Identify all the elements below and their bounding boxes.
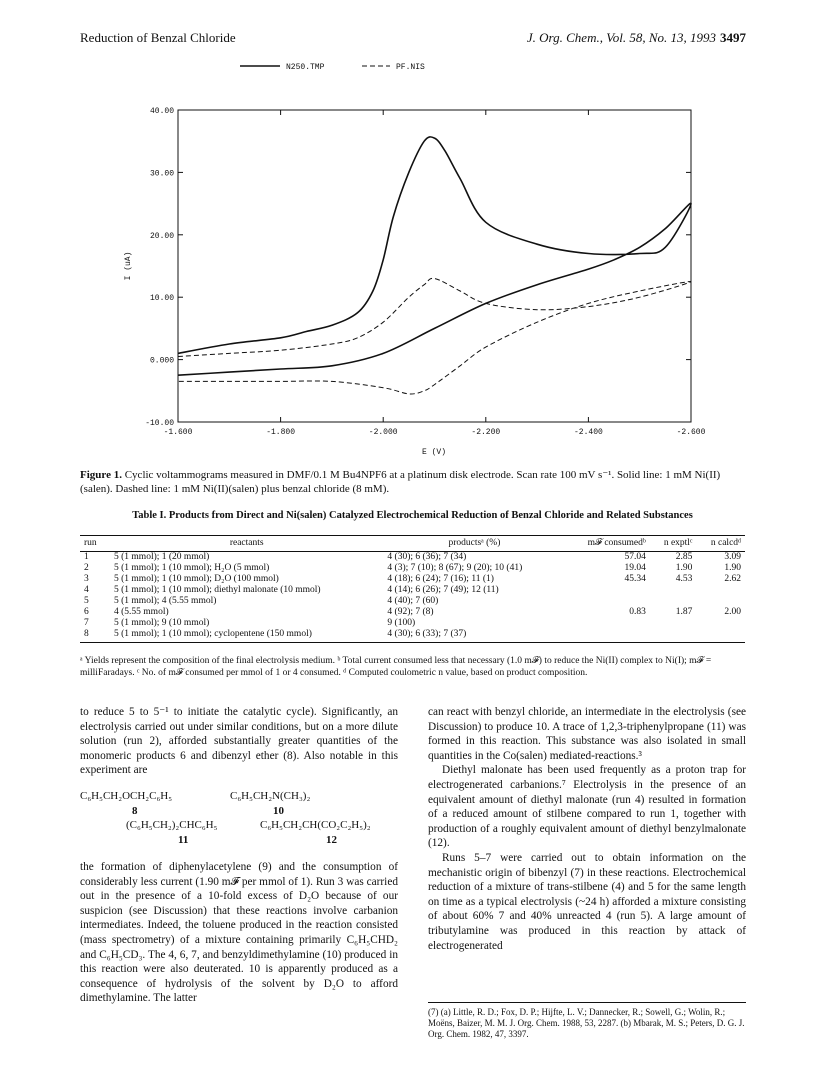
y-axis-label: I (uA)	[124, 251, 133, 281]
right-column	[428, 705, 746, 953]
y-tick-label: -10.00	[145, 419, 174, 428]
cell-n-exptl: 1.90	[675, 563, 693, 573]
cell-mf-consumed	[565, 596, 649, 607]
cell-mf-consumed: 45.34	[624, 574, 646, 584]
formula-row	[80, 819, 398, 834]
legend-label-dashed: PF.NIS	[396, 63, 425, 72]
figure-label: Figure 1.	[80, 469, 122, 481]
cell-products: 4 (92); 7 (8)	[387, 607, 434, 617]
cell-reactants: 5 (1 mmol); 1 (10 mmol); D₂O (100 mmol)	[114, 574, 279, 584]
paragraph: the formation of diphenylacetylene (9) and the consumption of considerably less current (1.90 m𝓕 per mmol of 1). Run 3 was carried out in the presence of a 10-fold excess of D₂O because of our suspicion (see Discussion) that these reactions involve carbanion intermediates. Indeed, the toluene produced in the reaction consisted (mass spectrometry) of a mixture containing primarily C₆H₅CHD₂ and C₆H₅CD₃. The 4, 6, 7, and benzyldimethylamine (10) produced in this reaction were also deuterated. 10 is apparently produced as a consequence of hydrolysis of the solvent by D₂O to afford dimethylamine. The latter	[80, 860, 398, 1005]
cell-n-exptl	[650, 629, 697, 643]
series-line-solid	[178, 137, 691, 375]
label-12: 12	[326, 833, 337, 846]
left-column	[80, 705, 398, 1006]
structure-formulas	[80, 790, 398, 848]
table-row	[80, 596, 745, 607]
cell-n-calcd	[696, 596, 745, 607]
cell-products: 4 (30); 6 (33); 7 (37)	[383, 629, 565, 643]
cell-reactants: 5 (1 mmol); 1 (10 mmol); diethyl malonate (10 mmol)	[114, 585, 321, 595]
table-row	[80, 563, 745, 574]
paragraph: Diethyl malonate has been used frequently as a proton trap for electrogenerated carbanions.⁷ Electrolysis in the presence of an equivalent amount of diethyl malonate (run 4) resulted in formation of a reduced amount of stilbene compared to run 1, together with production of a roughly equivalent amount of diethyl benzylmalonate (12).	[428, 764, 746, 850]
legend	[240, 63, 425, 72]
cell-n-exptl: 1.87	[675, 607, 693, 617]
cell-n-calcd: 2.00	[724, 607, 741, 617]
cell-run: 7	[84, 618, 89, 628]
cell-n-calcd: 2.62	[724, 574, 741, 584]
cell-mf-consumed: 57.04	[624, 552, 646, 562]
cell-products: 9 (100)	[387, 618, 416, 628]
label-11: 11	[178, 833, 189, 846]
cell-mf-consumed	[565, 618, 649, 629]
paragraph: can react with benzyl chloride, an intermediate in the electrolysis (see Discussion) to produce 10. A trace of 1,2,3-triphenylpropane (11) was formed in this reaction. This substance was also isolated in small quantities in the Co(salen) mediated-reactions.³	[428, 706, 746, 762]
formula-10: C₆H₅CH₂N(CH₃)₂	[230, 789, 311, 802]
header-n-calcd: n calcdᵈ	[696, 536, 745, 552]
cell-mf-consumed	[565, 629, 649, 643]
cell-products: 4 (18); 6 (24); 7 (16); 11 (1)	[387, 574, 494, 584]
y-tick-label: 30.00	[149, 169, 174, 179]
cell-run: 1	[84, 552, 89, 562]
cell-n-calcd: 1.90	[724, 563, 741, 573]
cell-run: 8	[80, 629, 110, 643]
x-axis	[164, 110, 706, 437]
formula-12: C₆H₅CH₂CH(CO₂C₂H₅)₂	[260, 818, 371, 831]
cell-run: 5	[84, 596, 89, 606]
x-tick-label: -2.000	[368, 428, 398, 437]
header-n-exptl: n exptlᶜ	[650, 536, 697, 552]
voltammogram-chart	[100, 50, 720, 460]
cell-n-calcd	[696, 618, 745, 629]
y-tick-label: 40.00	[149, 107, 174, 116]
cell-products: 4 (14); 6 (26); 7 (49); 12 (11)	[387, 585, 499, 595]
plot-series	[178, 137, 691, 394]
y-tick-label: 20.00	[149, 231, 174, 241]
legend-label-solid: N250.TMP	[286, 63, 325, 72]
reference-footnote: (7) (a) Little, R. D.; Fox, D. P.; Hijfte, L. V.; Dannecker, R.; Sowell, G.; Wolin, R.; Moëns, Baizer, M. M. J. Org. Chem. 1988, 53, 2287. (b) Mbarak, M. S.; Peters, D. G. J. Org. Chem. 1982, 47, 3397.	[428, 1002, 746, 1040]
paragraph: Runs 5–7 were carried out to obtain information on the mechanistic origin of bibenzyl (7) in these reactions. Electrochemical reduction of a mixture of trans-stilbene (4) and 5 for the same length on time as a typical electrolysis (~24 h) afforded a mixture consisting of about 60% 7 and 40% unreacted 4 (run 5). A large amount of tributylamine was produced in this reaction by attack of electrogenerated	[428, 851, 746, 952]
formula-row	[80, 790, 398, 805]
cell-reactants: 5 (1 mmol); 1 (10 mmol); cyclopentene (150 mmol)	[110, 629, 383, 643]
header-reactants: reactants	[110, 536, 383, 552]
cell-products: 4 (3); 7 (10); 8 (67); 9 (20); 10 (41)	[387, 563, 523, 573]
journal-name: J. Org. Chem., Vol. 58, No. 13, 1993	[526, 30, 716, 45]
cell-n-exptl	[650, 596, 697, 607]
cell-mf-consumed: 0.83	[629, 607, 646, 617]
table-header-row	[80, 536, 745, 552]
header-mf-consumed: m𝓕 consumedᵇ	[565, 536, 649, 552]
cell-mf-consumed	[565, 585, 649, 596]
cell-n-calcd: 3.09	[724, 552, 741, 562]
cell-n-calcd	[696, 585, 745, 596]
label-10: 10	[273, 804, 284, 817]
cell-reactants: 5 (1 mmol); 9 (10 mmol)	[114, 618, 210, 628]
cell-products: 4 (30); 6 (36); 7 (34)	[387, 552, 467, 562]
x-tick-label: -1.600	[163, 428, 193, 437]
table-row	[80, 629, 745, 643]
x-tick-label: -2.200	[471, 428, 501, 437]
cell-reactants: 5 (1 mmol); 1 (10 mmol); H₂O (5 mmol)	[114, 563, 270, 573]
table-row	[80, 585, 745, 596]
cell-n-exptl	[650, 585, 697, 596]
cell-run: 2	[84, 563, 89, 573]
x-axis-label: E (V)	[421, 448, 447, 457]
cell-n-exptl: 4.53	[675, 574, 693, 584]
cell-reactants: 4 (5.55 mmol)	[114, 607, 169, 617]
table-row	[80, 618, 745, 629]
figure-caption	[80, 468, 745, 496]
y-axis	[145, 107, 691, 428]
label-row	[80, 834, 398, 848]
products-table	[80, 535, 745, 643]
table-row	[80, 552, 745, 564]
header-run: run	[80, 536, 110, 552]
formula-8: C₆H₅CH₂OCH₂C₆H₅	[80, 789, 173, 802]
cell-run: 3	[84, 574, 89, 584]
formula-11: (C₆H₅CH₂)₂CHC₆H₅	[126, 818, 218, 831]
label-8: 8	[132, 804, 138, 817]
table-body	[80, 552, 745, 643]
table-footnote: ᵃ Yields represent the composition of the final electrolysis medium. ᵇ Total current consumed less that necessary (1.0 m𝓕) to reduce the Ni(II) complex to Ni(I); m𝓕 = milliFaradays. ᶜ No. of m𝓕 consumed per mmol of 1 or 4 consumed. ᵈ Computed coulometric n value, based on product composition.	[80, 656, 712, 678]
table-title: Table I. Products from Direct and Ni(salen) Catalyzed Electrochemical Reduction of Benzal Chloride and Related Substances	[132, 510, 693, 521]
journal-citation	[527, 30, 746, 46]
series-line-dashed	[178, 278, 691, 394]
table-row	[80, 574, 745, 585]
cell-n-calcd	[696, 629, 745, 643]
figure-caption-text: Cyclic voltammograms measured in DMF/0.1 M Bu4NPF6 at a platinum disk electrode. Scan rate 100 mV s⁻¹. Solid line: 1 mM Ni(II)(salen). Dashed line: 1 mM Ni(II)(salen) plus benzal chloride (8 mM).	[80, 469, 721, 495]
cell-run: 6	[84, 607, 89, 617]
cell-products: 4 (40); 7 (60)	[387, 596, 439, 606]
table-row	[80, 607, 745, 618]
page-number: 3497	[720, 30, 746, 45]
x-tick-label: -2.400	[573, 428, 603, 437]
running-title: Reduction of Benzal Chloride	[80, 30, 236, 45]
cell-reactants: 5 (1 mmol); 4 (5.55 mmol)	[114, 596, 217, 606]
y-tick-label: 0.000	[149, 356, 174, 366]
cell-mf-consumed: 19.04	[624, 563, 646, 573]
cell-n-exptl: 2.85	[675, 552, 693, 562]
x-tick-label: -2.600	[676, 428, 706, 437]
cell-reactants: 5 (1 mmol); 1 (20 mmol)	[114, 552, 210, 562]
cell-run: 4	[84, 585, 89, 595]
label-row	[80, 805, 398, 819]
plot-frame	[178, 110, 691, 422]
header-products: productsᵃ (%)	[383, 536, 565, 552]
x-tick-label: -1.800	[266, 428, 296, 437]
paragraph: to reduce 5 to 5⁻¹ to initiate the catalytic cycle). Significantly, an electrolysis carried out under similar conditions, but on a more dilute solution (run 2), afforded substantially greater quantities of the monomeric products 6 and dibenzyl ether (8). Also notable in this experiment are	[80, 706, 398, 777]
y-tick-label: 10.00	[149, 294, 174, 304]
cell-n-exptl	[650, 618, 697, 629]
